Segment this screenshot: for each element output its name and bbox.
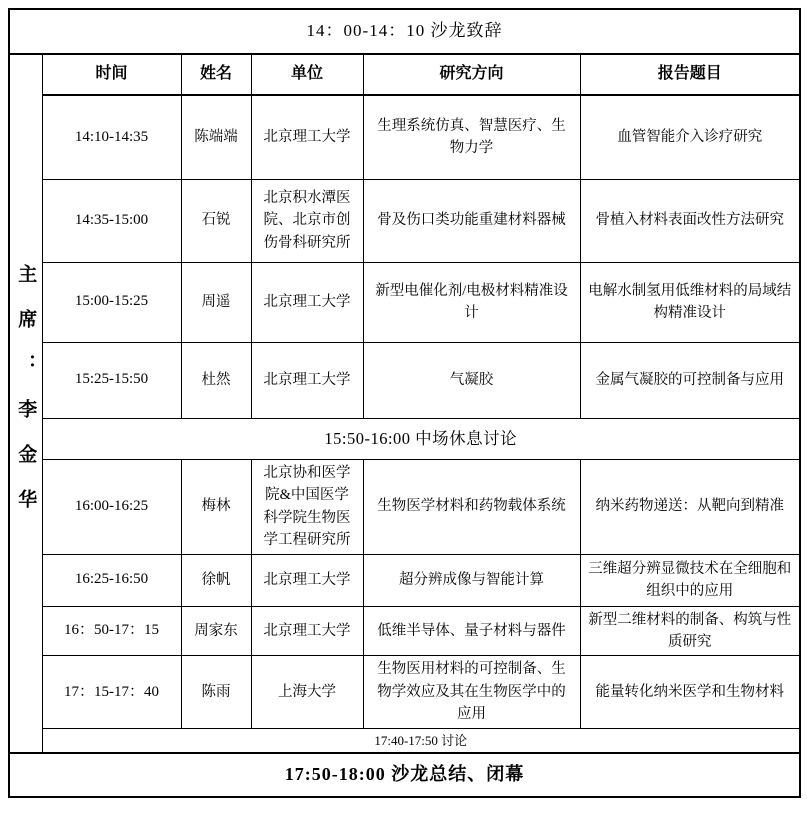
research-direction: 生物医学材料和药物载体系统 <box>363 459 580 554</box>
session-time: 15:00-15:25 <box>42 262 181 342</box>
speaker-affiliation: 北京理工大学 <box>251 606 363 656</box>
report-title: 电解水制氢用低维材料的局域结构精准设计 <box>580 262 800 342</box>
discussion-label: 17:40-17:50 讨论 <box>42 728 800 753</box>
session-time: 14:10-14:35 <box>42 95 181 179</box>
speaker-affiliation: 北京理工大学 <box>251 554 363 606</box>
closing-title: 17:50-18:00 沙龙总结、闭幕 <box>9 753 800 797</box>
table-row <box>9 262 800 342</box>
speaker-affiliation: 北京协和医学院&中国医学科学院生物医学工程研究所 <box>251 459 363 554</box>
report-title: 新型二维材料的制备、构筑与性质研究 <box>580 606 800 656</box>
research-direction: 气凝胶 <box>363 342 580 418</box>
session-time: 14:35-15:00 <box>42 179 181 262</box>
chairman-cell <box>9 54 42 753</box>
speaker-affiliation: 北京理工大学 <box>251 342 363 418</box>
report-title: 骨植入材料表面改性方法研究 <box>580 179 800 262</box>
opening-title: 14：00-14：10 沙龙致辞 <box>9 9 800 54</box>
speaker-name: 陈雨 <box>181 656 251 728</box>
col-header-report-title: 报告题目 <box>580 54 800 95</box>
opening-row <box>9 9 800 54</box>
speaker-name: 梅林 <box>181 459 251 554</box>
report-title: 纳米药物递送：从靶向到精准 <box>580 459 800 554</box>
session-time: 17：15-17：40 <box>42 656 181 728</box>
research-direction: 生理系统仿真、智慧医疗、生物力学 <box>363 95 580 179</box>
table-row <box>9 656 800 728</box>
research-direction: 低维半导体、量子材料与器件 <box>363 606 580 656</box>
salon-schedule-table <box>8 8 801 798</box>
break-label: 15:50-16:00 中场休息讨论 <box>42 418 800 459</box>
speaker-affiliation: 北京理工大学 <box>251 95 363 179</box>
discussion-row <box>9 728 800 753</box>
report-title: 血管智能介入诊疗研究 <box>580 95 800 179</box>
table-row <box>9 459 800 554</box>
col-header-time: 时间 <box>42 54 181 95</box>
session-time: 16:00-16:25 <box>42 459 181 554</box>
closing-row <box>9 753 800 797</box>
session-time: 16：50-17：15 <box>42 606 181 656</box>
research-direction: 生物医用材料的可控制备、生物学效应及其在生物医学中的应用 <box>363 656 580 728</box>
speaker-name: 周家东 <box>181 606 251 656</box>
report-title: 三维超分辨显微技术在全细胞和组织中的应用 <box>580 554 800 606</box>
speaker-name: 石锐 <box>181 179 251 262</box>
speaker-affiliation: 上海大学 <box>251 656 363 728</box>
speaker-name: 徐帆 <box>181 554 251 606</box>
break-row <box>9 418 800 459</box>
report-title: 金属气凝胶的可控制备与应用 <box>580 342 800 418</box>
session-time: 15:25-15:50 <box>42 342 181 418</box>
table-row <box>9 342 800 418</box>
col-header-research: 研究方向 <box>363 54 580 95</box>
table-row <box>9 606 800 656</box>
session-time: 16:25-16:50 <box>42 554 181 606</box>
research-direction: 骨及伤口类功能重建材料器械 <box>363 179 580 262</box>
speaker-name: 杜然 <box>181 342 251 418</box>
table-row <box>9 554 800 606</box>
report-title: 能量转化纳米医学和生物材料 <box>580 656 800 728</box>
table-row <box>9 95 800 179</box>
speaker-affiliation: 北京积水潭医院、北京市创伤骨科研究所 <box>251 179 363 262</box>
speaker-affiliation: 北京理工大学 <box>251 262 363 342</box>
research-direction: 超分辨成像与智能计算 <box>363 554 580 606</box>
speaker-name: 周遥 <box>181 262 251 342</box>
chairman-label: 主席：李金华 <box>15 264 37 535</box>
research-direction: 新型电催化剂/电极材料精准设计 <box>363 262 580 342</box>
col-header-name: 姓名 <box>181 54 251 95</box>
table-row <box>9 179 800 262</box>
speaker-name: 陈端端 <box>181 95 251 179</box>
header-row <box>9 54 800 95</box>
col-header-affiliation: 单位 <box>251 54 363 95</box>
